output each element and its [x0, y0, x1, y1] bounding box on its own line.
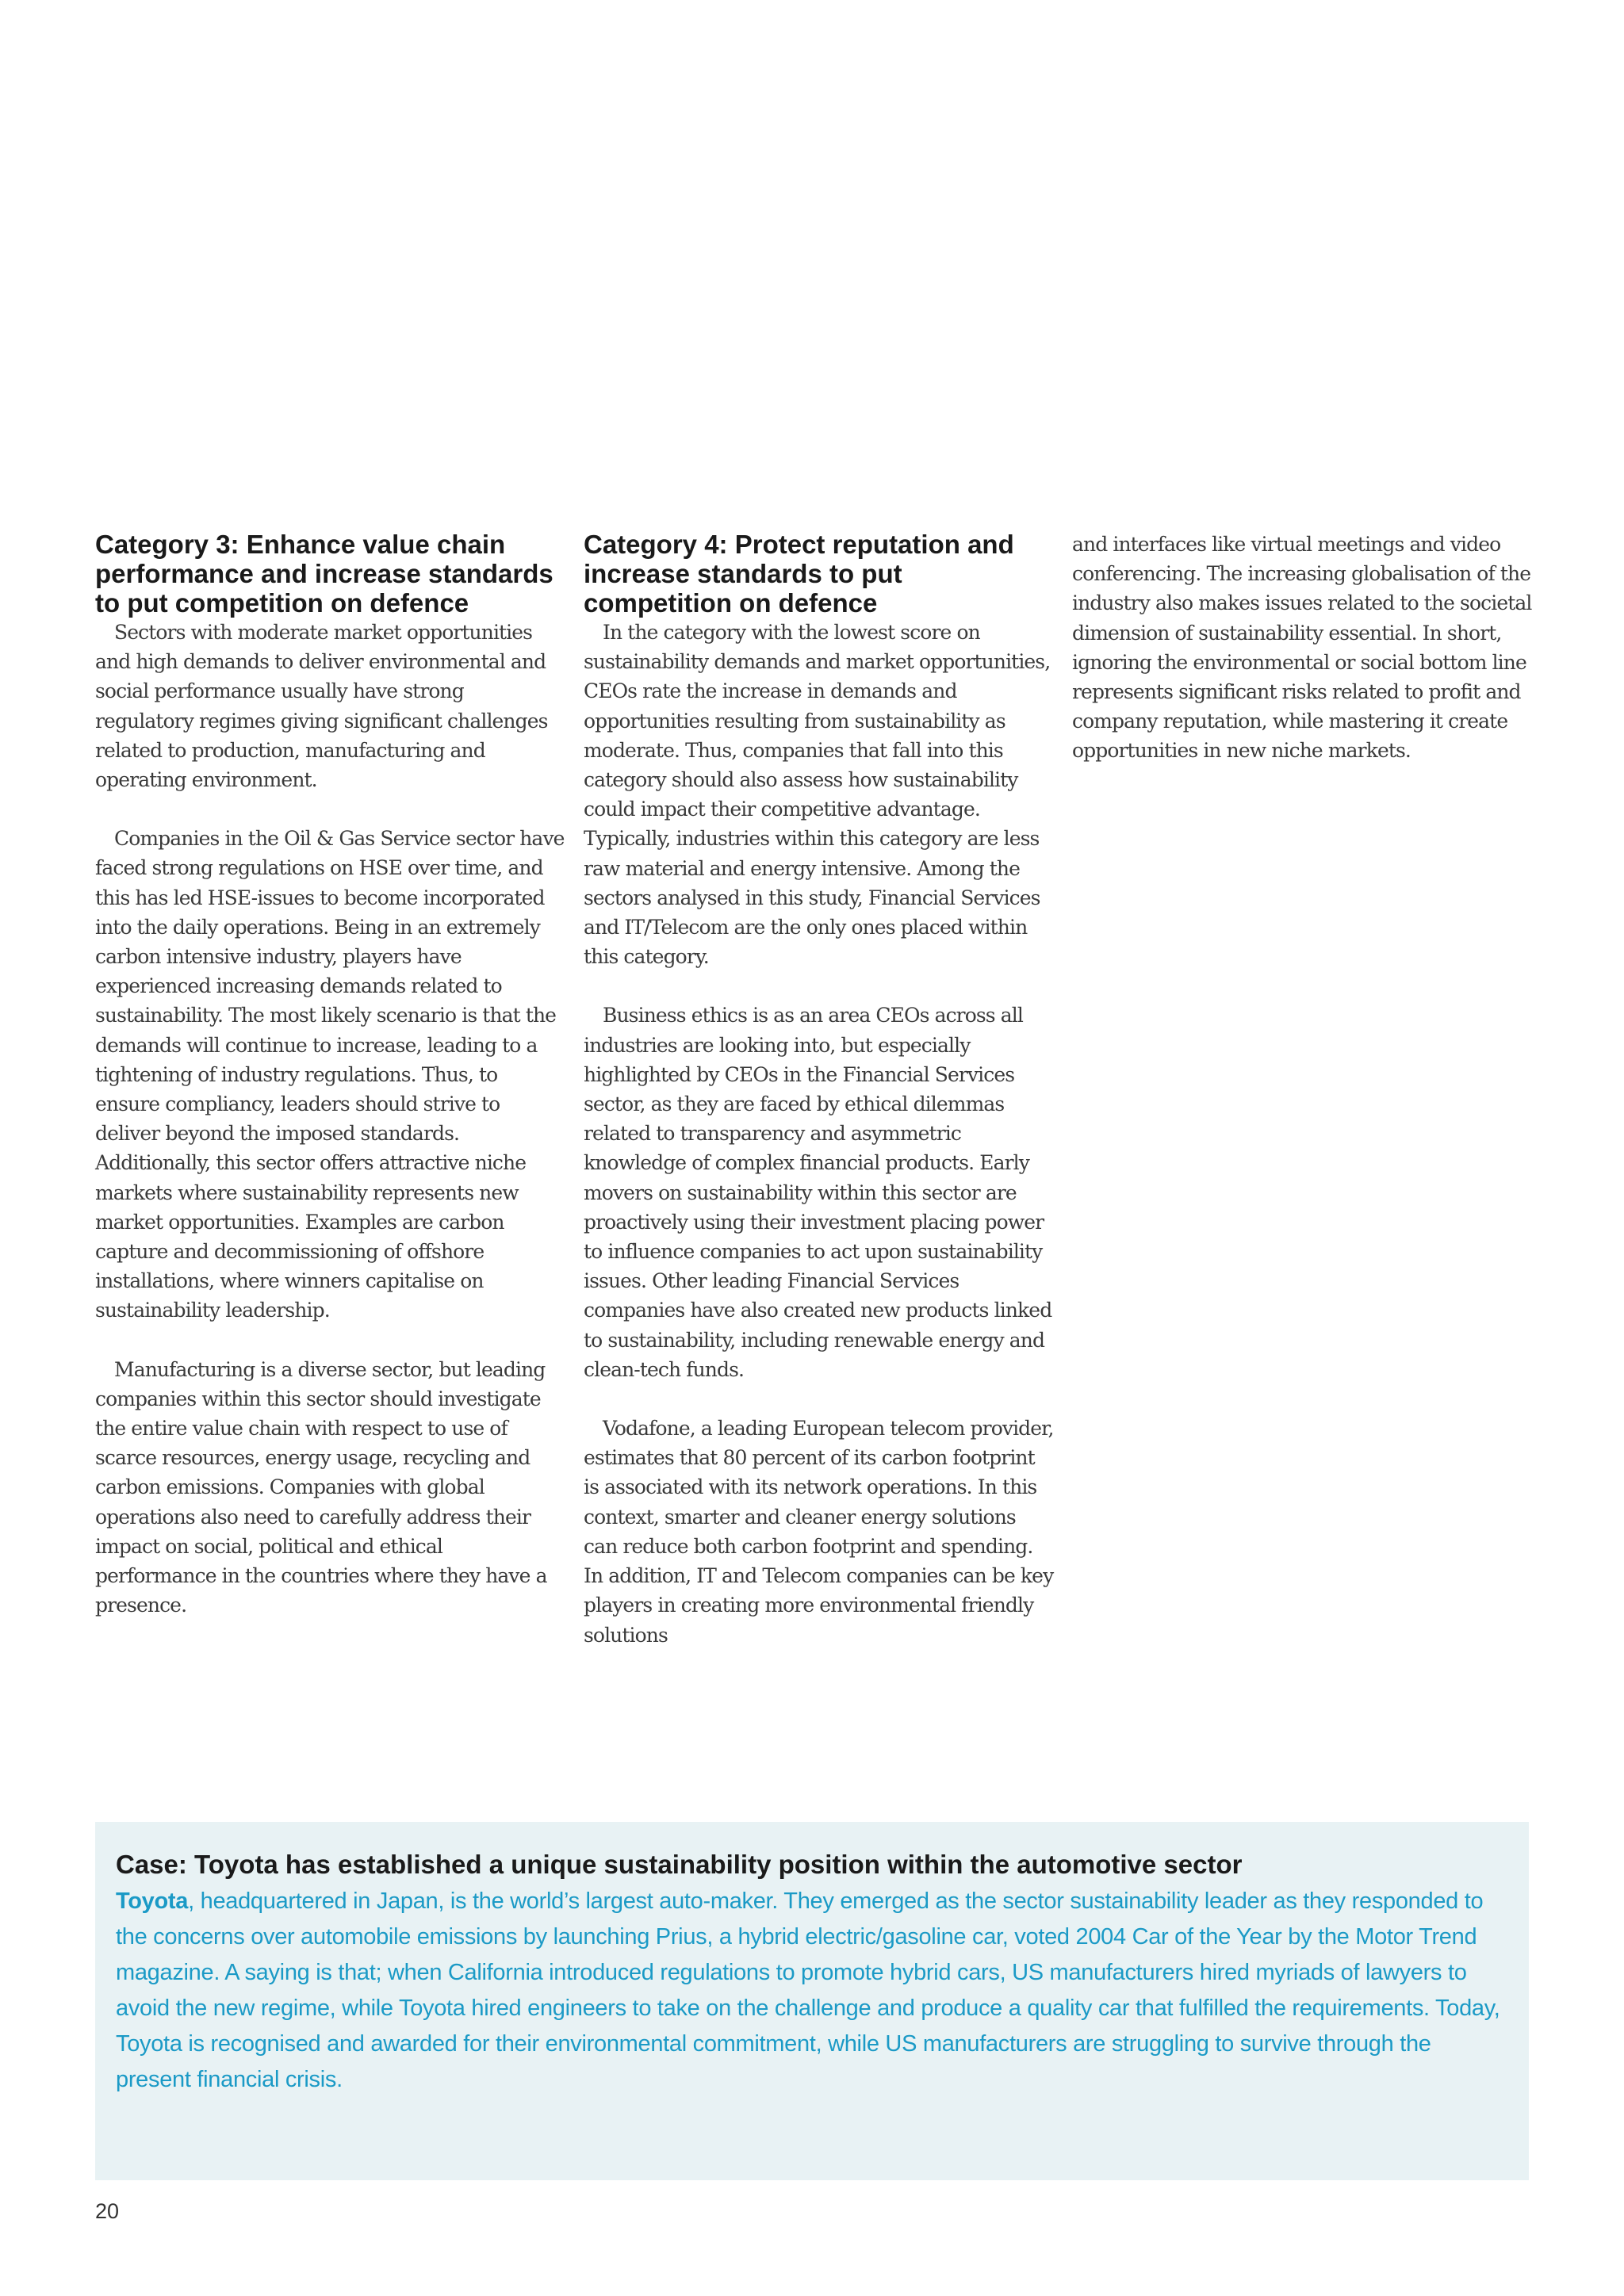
category-3-heading: Category 3: Enhance value chain performance and increase standards to put competition on defence [95, 530, 553, 618]
column-category-4 [584, 530, 1055, 1650]
case-body-text: , headquartered in Japan, is the world’s largest auto-maker. They emerged as the sector sustainability leader as they responded to the concerns over automobile emissions by launching Prius, a hybrid electric/gasoline car, voted 2004 Car of the Year by the Motor Trend magazine. A saying is that; when California introduced regulations to promote hybrid cars, US manufacturers hired myriads of lawyers to avoid the new regime, while Toyota hired engineers to take on the challenge and produce a quality car that fulfilled the requirements. Today, Toyota is recognised and awarded for their environmental commitment, while US manufacturers are struggling to survive through the present financial crisis. [116, 1888, 1500, 2092]
category-3-paragraph-1: Sectors with moderate market opportunities and high demands to deliver environmental and social performance usually have strong regulatory regimes giving significant challenges related to production, manufacturing and operating environment. [95, 621, 548, 792]
column-continuation [1072, 530, 1540, 766]
category-3-paragraph-3: Manufacturing is a diverse sector, but leading companies within this sector should investigate the entire value chain with respect to use of scarce resources, energy usage, recycling and carbon emissions. Companies with global operations also need to carefully address their impact on social, political and ethical performance in the countries where they have a presence. [95, 1357, 547, 1617]
column-category-3 [95, 530, 566, 1621]
page-number: 20 [95, 2199, 120, 2223]
category-4-paragraph-1: In the category with the lowest score on sustainability demands and market opportunities, CEOs rate the increase in demands and opportunities resulting from sustainability as moderate. Thus, companies that fall into this category should also assess how sustainability could impact their competitive advantage. Typically, industries within this category are less raw material and energy intensive. Among the sectors analysed in this study, Financial Services and IT/Telecom are the only ones placed within this category. [584, 621, 1051, 969]
category-4-heading: Category 4: Protect reputation and increase standards to put competition on defence [584, 530, 1014, 618]
case-title: Case: Toyota has established a unique sustainability position within the automotive sector [116, 1850, 1243, 1879]
case-box [95, 1822, 1529, 2180]
category-4-paragraph-2: Business ethics is as an area CEOs across all industries are looking into, but especially highlighted by CEOs in the Financial Services sector, as they are faced by ethical dilemmas related to transparency and asymmetric knowledge of complex financial products. Early movers on sustainability within this sector are proactively using their investment placing power to influence companies to act upon sustainability issues. Other leading Financial Services companies have also created new products linked to sustainability, including renewable energy and clean-tech funds. [584, 1004, 1052, 1381]
case-body [116, 1884, 1511, 2098]
case-lead-company: Toyota [116, 1888, 189, 1914]
category-3-paragraph-2: Companies in the Oil & Gas Service sector have faced strong regulations on HSE over time, and this has led HSE-issues to become incorporated into the daily operations. Being in an extremely carbon intensive industry, players have experienced increasing demands related to sustainability. The most likely scenario is that the demands will continue to increase, leading to a tightening of industry regulations. Thus, to ensure compliancy, leaders should strive to deliver beyond the imposed standards. Additionally, this sector offers attractive niche markets where sustainability represents new market opportunities. Examples are carbon capture and decommissioning of offshore installations, where winners capitalise on sustainability leadership. [95, 827, 565, 1322]
continuation-paragraph: and interfaces like virtual meetings and video conferencing. The increasing globalisation of the industry also makes issues related to the societal dimension of sustainability essential. In short, ignoring the environmental or social bottom line represents significant risks related to profit and company reputation, while mastering it create opportunities in new niche markets. [1072, 533, 1532, 763]
category-4-paragraph-3: Vodafone, a leading European telecom provider, estimates that 80 percent of its carbon footprint is associated with its network operations. In this context, smarter and cleaner energy solutions can reduce both carbon footprint and spending. In addition, IT and Telecom companies can be key players in creating more environmental friendly solutions [584, 1417, 1054, 1647]
